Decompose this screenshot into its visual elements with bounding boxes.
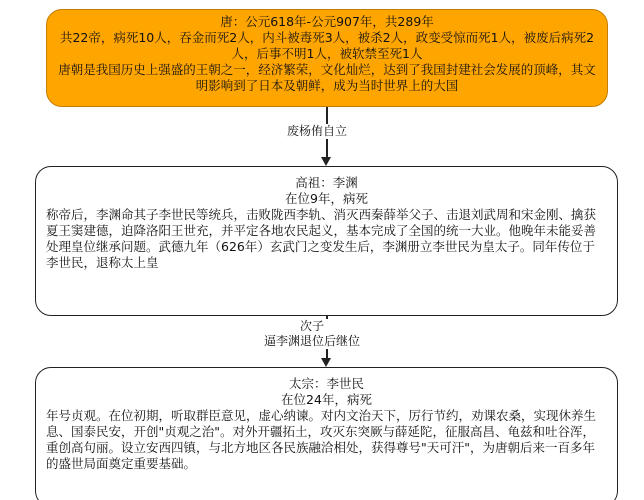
arrowhead-tang-gaozu — [321, 157, 331, 166]
taizong-description: 年号贞观。在位初期，听取群臣意见，虚心纳谏。对内文治天下，厉行节约，劝课农桑，实现休养生息、国泰民安，开创"贞观之治"。对外开疆拓土，攻灭东突厥与薛延陀，征服高昌、龟兹和吐谷浑，重创高句丽。设立安西四镇，与北方地区各民族融洽相处，获得尊号"天可汗"，为唐朝后来一百多年的盛世局面奠定重要基础。 — [46, 408, 597, 471]
tang-stats: 共22帝，病死10人，吞金而死2人，内斗被毒死3人，被杀2人，政变受惊而死1人，被废后病死2人，后事不明1人，被软禁至死1人 — [59, 30, 595, 61]
tang-description: 唐朝是我国历史上强盛的王朝之一，经济繁荣，文化灿烂，达到了我国封建社会发展的顶峰，其文明影响到了日本及朝鲜，成为当时世界上的大国 — [58, 62, 596, 93]
tang-dynasty-node — [46, 9, 608, 107]
taizong-title: 太宗：李世民 — [288, 376, 364, 391]
gaozu-node — [35, 166, 618, 316]
edge-label-succession-2 — [262, 319, 362, 349]
gaozu-reign: 在位9年，病死 — [285, 191, 368, 206]
tang-title: 唐：公元618年-公元907年，共289年 — [220, 14, 434, 29]
gaozu-title: 高祖：李渊 — [295, 175, 358, 190]
edge-label-relation: 次子 — [300, 319, 325, 333]
edge-label-succession-1: 废杨侑自立 — [287, 124, 348, 138]
edge-label-method: 逼李渊退位后继位 — [264, 334, 361, 348]
arrowhead-gaozu-taizong — [321, 358, 331, 367]
taizong-reign: 在位24年，病死 — [281, 392, 372, 407]
taizong-node — [35, 367, 618, 500]
gaozu-description: 称帝后，李渊命其子李世民等统兵，击败陇西李轨、消灭西秦薛举父子、击退刘武周和宋金刚、擒获夏王窦建德，迫降洛阳王世充，并平定各地农民起义，基本完成了全国的统一大业。他晚年未能妥善处理皇位继承问题。武德九年（626年）玄武门之变发生后，李渊册立李世民为皇太子。同年传位于李世民，退称太上皇 — [46, 207, 597, 270]
